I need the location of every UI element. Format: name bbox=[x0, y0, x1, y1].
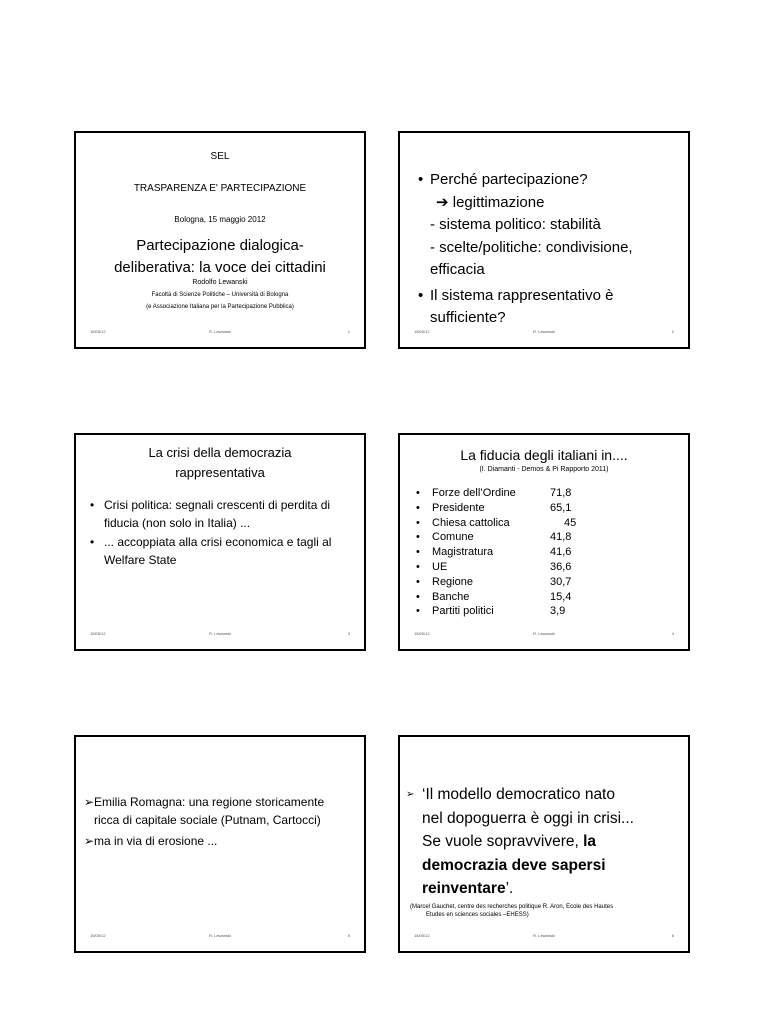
bullet-subline: - scelte/politiche: condivisione, bbox=[430, 238, 633, 256]
slide-3 bbox=[74, 433, 366, 651]
bullet-dot-icon: • bbox=[418, 171, 424, 188]
trust-value: 41,8 bbox=[550, 531, 572, 544]
trust-value: 45 bbox=[564, 516, 577, 529]
slide-3-footer bbox=[90, 631, 350, 639]
slide-1-title-line-2: deliberativa: la voce dei cittadini bbox=[114, 259, 326, 276]
quote-bold-text: la bbox=[583, 833, 597, 850]
trust-label: Regione bbox=[432, 575, 473, 588]
bullet-subline: efficacia bbox=[430, 261, 485, 278]
slide-1-date-place: Bologna, 15 maggio 2012 bbox=[174, 215, 266, 224]
slide-footer-date: 15/05/12 bbox=[90, 933, 106, 938]
bullet-dot-icon: • bbox=[416, 575, 420, 588]
arrowhead-bullet-icon: ➢ bbox=[84, 834, 95, 848]
slide-footer-author: R. Lewanski bbox=[209, 631, 231, 636]
slide-4-footer bbox=[414, 631, 674, 639]
trust-label: Banche bbox=[432, 590, 470, 603]
bullet-text: Crisi politica: segnali crescenti di perdita di fiducia (non solo in Italia) ... bbox=[104, 498, 331, 530]
slide-footer-author: R. Lewanski bbox=[533, 631, 555, 636]
table-row bbox=[416, 545, 576, 560]
slide-6-quote bbox=[406, 783, 684, 919]
bullet-dot-icon: • bbox=[416, 590, 420, 603]
quote-line bbox=[422, 830, 684, 854]
slide-footer-author: R. Lewanski bbox=[533, 933, 555, 938]
trust-label: Presidente bbox=[432, 501, 485, 514]
trust-label: Partiti politici bbox=[432, 605, 494, 618]
trust-value: 41,6 bbox=[550, 546, 572, 559]
trust-label: Chiesa cattolica bbox=[432, 516, 510, 529]
slide-number: 2 bbox=[671, 329, 674, 334]
trust-value: 30,7 bbox=[550, 575, 572, 588]
slide-3-bullet-list bbox=[90, 497, 356, 569]
trust-value: 15,4 bbox=[550, 590, 572, 603]
trust-label: Comune bbox=[432, 531, 474, 544]
bullet-text: ricca di capitale sociale (Putnam, Cartocci) bbox=[94, 813, 321, 827]
slide-number: 5 bbox=[347, 933, 350, 938]
bullet-text: ... accoppiata alla crisi economica e tagli al Welfare State bbox=[104, 535, 332, 567]
bullet-text: ma in via di erosione ... bbox=[94, 834, 218, 848]
table-row bbox=[416, 590, 576, 605]
bullet-dot-icon: • bbox=[416, 560, 420, 573]
quote-block bbox=[406, 783, 684, 901]
quote-bold-text: democrazia deve sapersi bbox=[422, 856, 606, 874]
slide-number: 4 bbox=[671, 631, 674, 636]
bullet-subline: - sistema politico: stabilità bbox=[430, 216, 601, 233]
slide-1-affiliation-1: Facoltà di Scienze Politiche – Università di Bologna bbox=[151, 292, 289, 298]
table-row bbox=[416, 575, 576, 590]
slide-footer-author: R. Lewanski bbox=[209, 933, 231, 938]
bullet-dot-icon: • bbox=[416, 605, 420, 618]
slide-4-source: (I. Diamanti - Demos & Pi Rapporto 2011) bbox=[479, 466, 609, 473]
slide-1-event: TRASPARENZA E' PARTECIPAZIONE bbox=[133, 183, 307, 194]
slide-2-bullet-2 bbox=[418, 285, 680, 330]
slide-1-label: SEL bbox=[210, 151, 230, 162]
slide-number: 3 bbox=[347, 631, 350, 636]
quote-line: nel dopoguerra è oggi in crisi... bbox=[422, 809, 634, 827]
quote-line: ‘Il modello democratico nato bbox=[422, 786, 615, 803]
slide-5 bbox=[74, 735, 366, 953]
slide-footer-date: 15/05/12 bbox=[90, 631, 106, 636]
arrowhead-bullet-icon: ➢ bbox=[84, 795, 95, 809]
quote-citation bbox=[406, 903, 684, 919]
slide-2-bullet-1 bbox=[418, 169, 680, 282]
bullet-text: Il sistema rappresentativo è bbox=[430, 286, 614, 304]
quote-line bbox=[422, 854, 684, 878]
slide-2 bbox=[398, 131, 690, 349]
slide-1-author: Rodolfo Lewanski bbox=[192, 279, 248, 286]
slide-5-bullet-1 bbox=[84, 793, 358, 829]
bullet-dot-icon: • bbox=[416, 531, 420, 544]
bullet-subline bbox=[430, 192, 680, 215]
slide-1 bbox=[74, 131, 366, 349]
slide-5-bullet-2 bbox=[84, 832, 358, 850]
bullet-dot-icon: • bbox=[416, 487, 420, 499]
slide-3-title-line-1: La crisi della democrazia bbox=[148, 445, 292, 460]
trust-label: UE bbox=[432, 560, 448, 573]
bullet-dot-icon: • bbox=[416, 501, 420, 514]
slide-5-content bbox=[84, 793, 358, 850]
slide-footer-date: 15/05/12 bbox=[414, 631, 430, 636]
table-row bbox=[416, 516, 576, 531]
slide-footer-date: 15/05/12 bbox=[90, 329, 106, 334]
trust-value: 65,1 bbox=[550, 501, 572, 514]
right-arrow-icon: ➔ bbox=[436, 193, 449, 211]
table-row bbox=[416, 604, 576, 619]
slide-5-footer bbox=[90, 933, 350, 941]
table-row bbox=[416, 530, 576, 545]
trust-value: 36,6 bbox=[550, 560, 572, 573]
table-row bbox=[416, 486, 576, 501]
slide-2-content bbox=[418, 169, 680, 330]
table-row bbox=[416, 560, 576, 575]
bullet-dot-icon: • bbox=[416, 546, 420, 559]
slide-1-affiliation-2: (e Associazione Italiana per la Partecipazione Pubblica) bbox=[146, 304, 294, 310]
trust-table bbox=[416, 486, 576, 619]
slide-footer-date: 15/05/12 bbox=[414, 329, 430, 334]
slide-2-footer bbox=[414, 329, 674, 337]
list-item bbox=[90, 534, 356, 569]
quote-text: Se vuole sopravvivere, bbox=[422, 833, 584, 850]
trust-value: 71,8 bbox=[550, 487, 572, 499]
trust-value: 3,9 bbox=[550, 605, 566, 618]
slide-4 bbox=[398, 433, 690, 651]
bullet-dot-icon: • bbox=[418, 286, 424, 304]
quote-bold-text: reinventare bbox=[422, 880, 506, 897]
arrowhead-bullet-icon: ➢ bbox=[406, 789, 415, 800]
slide-3-title-line-2: rappresentativa bbox=[175, 465, 265, 480]
slide-6-footer bbox=[414, 933, 674, 941]
slide-1-footer bbox=[90, 329, 350, 337]
bullet-dot-icon: • bbox=[90, 498, 95, 512]
slide-4-title: La fiducia degli italiani in.... bbox=[460, 447, 628, 463]
bullet-dot-icon: • bbox=[416, 516, 420, 529]
citation-line: (Marcel Gauchet, centre des recherches politique R. Aron, Ecole des Hautes bbox=[410, 903, 614, 910]
trust-label: Forze dell’Ordine bbox=[432, 487, 516, 499]
quote-line bbox=[422, 877, 684, 901]
slide-6 bbox=[398, 735, 690, 953]
bullet-text: Perché partecipazione? bbox=[430, 171, 588, 188]
bullet-dot-icon: • bbox=[90, 535, 95, 549]
slide-number: 6 bbox=[671, 933, 674, 938]
bullet-text: sufficiente? bbox=[430, 309, 506, 326]
quote-text: ’. bbox=[505, 880, 514, 897]
bullet-text: legittimazione bbox=[452, 193, 545, 211]
trust-label: Magistratura bbox=[432, 546, 494, 559]
bullet-text: Emilia Romagna: una regione storicamente bbox=[94, 795, 325, 809]
list-item bbox=[90, 497, 356, 532]
citation-line: Etudes en sciences sociales –EHESS) bbox=[426, 911, 529, 918]
table-row bbox=[416, 501, 576, 516]
slide-footer-author: R. Lewanski bbox=[209, 329, 231, 334]
slide-footer-author: R. Lewanski bbox=[533, 329, 555, 334]
slide-number: 1 bbox=[347, 329, 350, 334]
slide-1-title-line-1: Partecipazione dialogica- bbox=[136, 237, 304, 254]
slide-footer-date: 15/05/12 bbox=[414, 933, 430, 938]
